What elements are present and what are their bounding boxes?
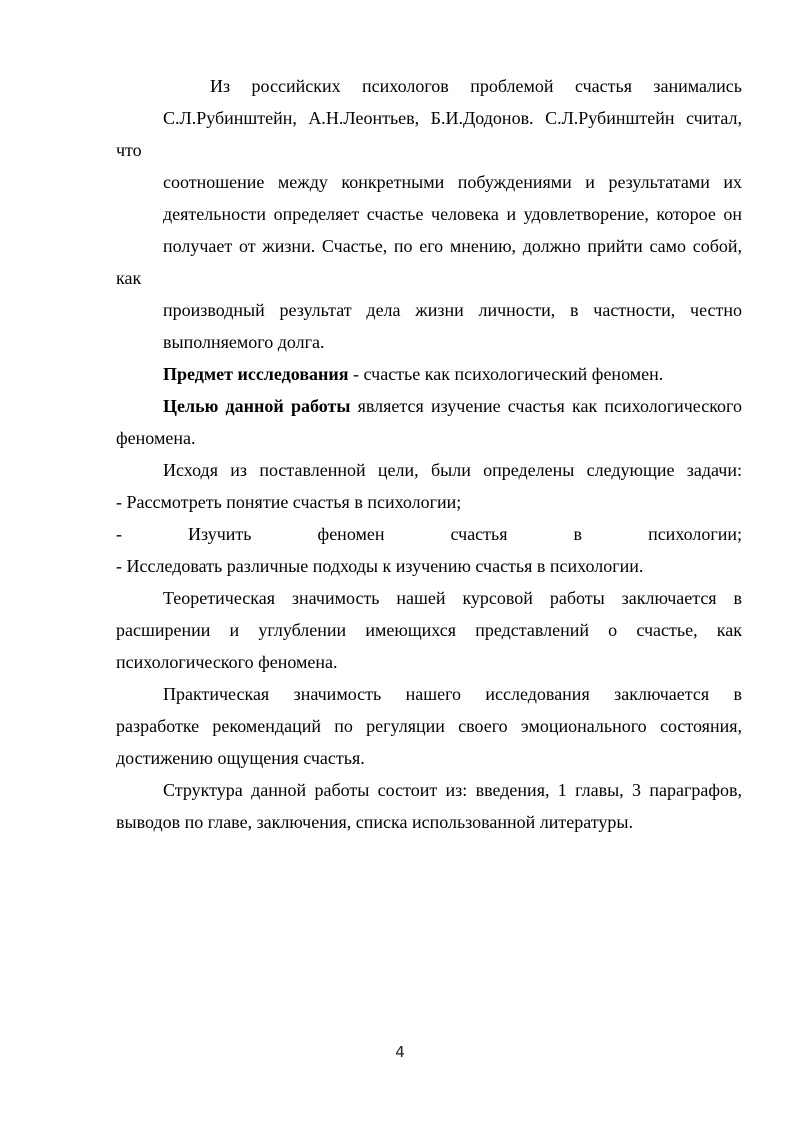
task-word: в <box>573 524 583 544</box>
text-line: Теоретическая значимость нашей курсовой работы заключается в <box>163 588 742 608</box>
task-item-1: - Рассмотреть понятие счастья в психологии; <box>116 492 462 512</box>
text-line: достижению ощущения счастья. <box>116 748 365 768</box>
task-word: психологии; <box>648 524 743 544</box>
research-goal-label: Целью данной работы <box>163 396 351 416</box>
paragraph-psychologists <box>116 70 742 358</box>
text-line: разработке рекомендаций по регуляции своего эмоционального состояния, <box>116 716 742 736</box>
text-line: феномена. <box>116 428 196 448</box>
task-word: счастья <box>450 524 508 544</box>
document-body <box>116 70 742 838</box>
text-line: Исходя из поставленной цели, были определены следующие задачи: <box>163 460 742 480</box>
task-word: Изучить <box>188 524 252 544</box>
page-number: 4 <box>395 1043 405 1061</box>
task-word: - <box>116 524 122 544</box>
text-line: психологического феномена. <box>116 652 338 672</box>
paragraph-tasks <box>116 454 742 582</box>
paragraph-research-subject <box>116 358 742 390</box>
paragraph-theoretical-significance <box>116 582 742 678</box>
text-line: производный результат дела жизни личности, в частности, честно <box>163 300 742 320</box>
text-line: соотношение между конкретными побуждениями и результатами их <box>163 172 742 192</box>
text-line: получает от жизни. Счастье, по его мнению, должно прийти само собой, как <box>116 236 742 288</box>
text-line: выполняемого долга. <box>163 332 325 352</box>
text-line: С.Л.Рубинштейн, А.Н.Леонтьев, Б.И.Додонов. С.Л.Рубинштейн считал, что <box>116 108 742 160</box>
text-line <box>116 358 742 390</box>
research-subject-label: Предмет исследования <box>163 364 349 384</box>
paragraph-practical-significance <box>116 678 742 774</box>
text-line: выводов по главе, заключения, списка использованной литературы. <box>116 812 634 832</box>
task-item-2 <box>116 518 742 550</box>
task-word: феномен <box>317 524 385 544</box>
text-line: Из российских психологов проблемой счастья занимались <box>210 76 742 96</box>
task-item-3: - Исследовать различные подходы к изучению счастья в психологии. <box>116 556 644 576</box>
text-line: Структура данной работы состоит из: введения, 1 главы, 3 параграфов, <box>163 780 742 800</box>
text-line: Практическая значимость нашего исследования заключается в <box>163 684 742 704</box>
paragraph-research-goal <box>116 390 742 454</box>
research-subject-text: - счастье как психологический феномен. <box>348 364 664 384</box>
research-goal-text: является изучение счастья как психологического <box>350 396 742 416</box>
text-line: расширении и углублении имеющихся представлений о счастье, как <box>116 620 742 640</box>
text-line <box>116 390 742 422</box>
text-line: деятельности определяет счастье человека и удовлетворение, которое он <box>163 204 742 224</box>
paragraph-structure <box>116 774 742 838</box>
